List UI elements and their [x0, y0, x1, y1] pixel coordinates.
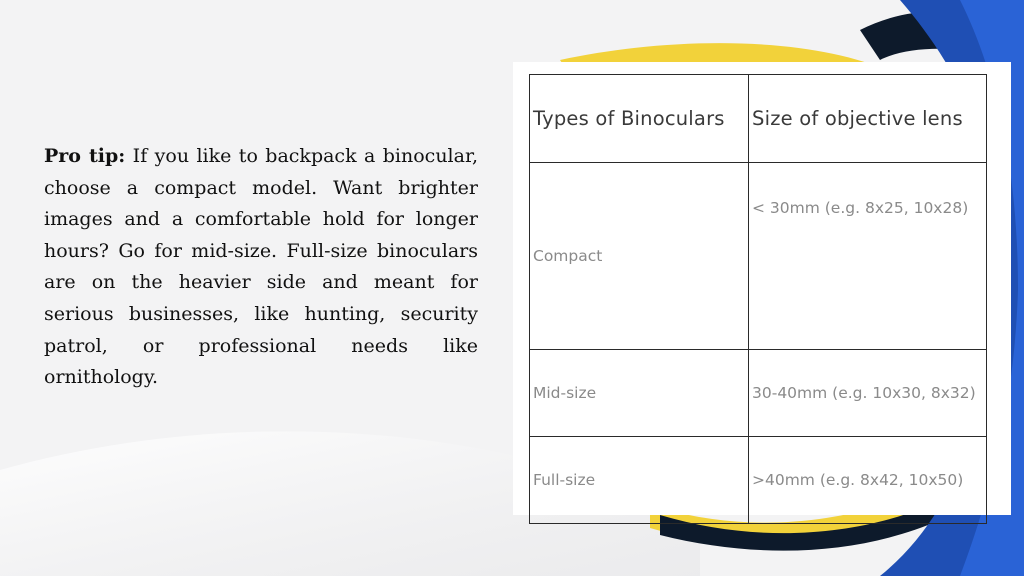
header-types-of-binoculars: Types of Binoculars: [530, 75, 749, 163]
cell-size-compact: < 30mm (e.g. 8x25, 10x28): [749, 163, 987, 350]
cell-size-mid-size: 30-40mm (e.g. 10x30, 8x32): [749, 350, 987, 437]
pro-tip-body: If you like to backpack a binocular, choose a compact model. Want brighter images and a comfortable hold for longer hours? Go for mid-size. Full-size binoculars are on the heavier side and meant for serious businesses, like hunting, security patrol, or professional needs like ornithology.: [44, 145, 478, 389]
binocular-size-table: [529, 74, 987, 524]
binocular-size-table-card: [513, 62, 1011, 515]
cell-type-full-size: Full-size: [530, 437, 749, 524]
cell-size-full-size: >40mm (e.g. 8x42, 10x50): [749, 437, 987, 524]
pro-tip-label: Pro tip:: [44, 145, 126, 167]
table-row: [530, 163, 987, 350]
cell-type-compact: Compact: [530, 163, 749, 350]
header-size-of-objective-lens: Size of objective lens: [749, 75, 987, 163]
table-row: [530, 350, 987, 437]
table-row: [530, 437, 987, 524]
cell-type-mid-size: Mid-size: [530, 350, 749, 437]
pro-tip-paragraph: [44, 141, 478, 394]
table-header-row: [530, 75, 987, 163]
